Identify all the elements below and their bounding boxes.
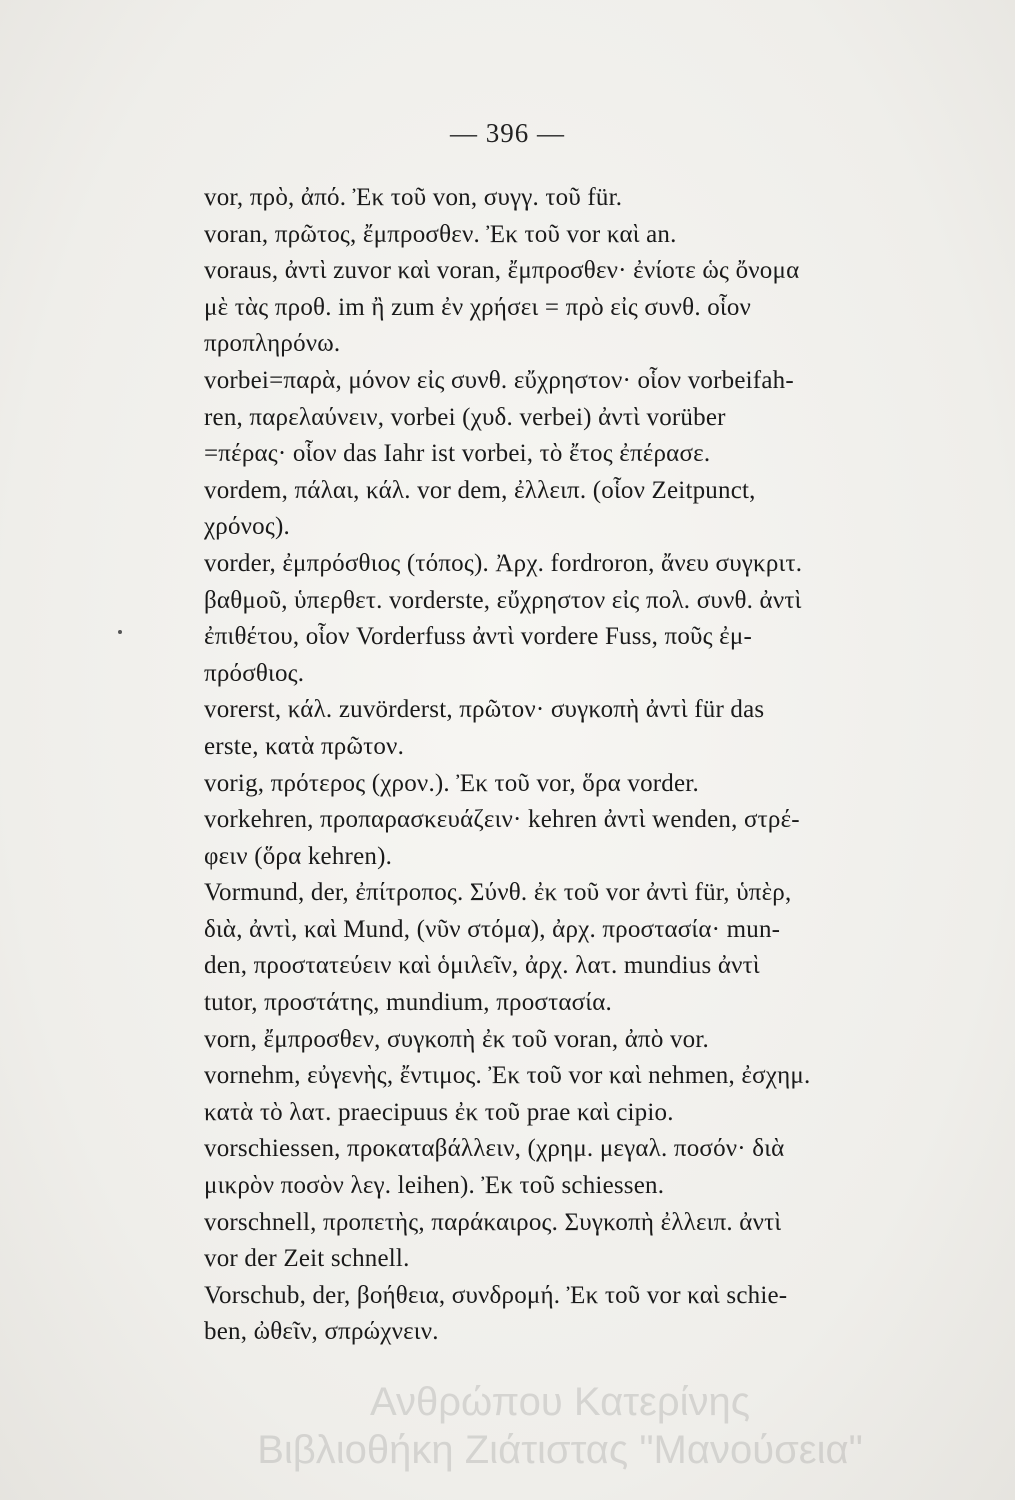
entry-line: προπληρόνω. [204,330,341,358]
entry-line: tutor, προστάτης, mundium, προστασία. [204,989,612,1017]
entry-line: ren, παρελαύνειν, vorbei (χυδ. verbei) ἀντὶ vorüber [204,403,726,431]
entry-line: βαθμοῦ, ὑπερθετ. vorderste, εὔχρηστον εἰς πολ. συνθ. ἀντὶ [204,586,802,614]
entry-line: vor der Zeit schnell. [204,1245,410,1273]
entry-line: vorerst, κάλ. zuvörderst, πρῶτον· συγκοπὴ ἀντὶ für das [204,696,765,724]
entry-line: μὲ τὰς προθ. im ἢ zum ἐν χρήσει = πρὸ εἰς συνθ. οἷον [204,293,752,321]
entry-line: =πέρας· οἷον das Iahr ist vorbei, τὸ ἔτος ἐπέρασε. [204,440,711,468]
dictionary-entries [204,180,934,1351]
entry-line: voran, πρῶτος, ἔμπροσθεν. Ἐκ τοῦ vor καὶ an. [204,220,677,248]
watermark-line-2: Βιβλιοθήκη Ζιάτιστας "Μανούσεια" [257,1428,863,1472]
entry-line: vorn, ἔμπροσθεν, συγκοπὴ ἐκ τοῦ voran, ἀπὸ vor. [204,1025,709,1053]
library-watermark [120,1378,1000,1474]
entry-line: vorder, ἐμπρόσθιος (τόπος). Ἀρχ. fordroron, ἄνευ συγκριτ. [204,549,803,577]
entry-line: vor, πρὸ, ἀπό. Ἐκ τοῦ von, συγγ. τοῦ für. [204,184,623,211]
margin-mark [118,630,122,634]
entry-line: vorkehren, προπαρασκευάζειν· kehren ἀντὶ wenden, στρέ- [204,806,800,834]
entry-line: vorbei=παρὰ, μόνον εἰς συνθ. εὔχρηστον· οἷον vorbeifah- [204,366,794,394]
entry-line: vorschiessen, προκαταβάλλειν, (χρημ. μεγαλ. ποσόν· διὰ [204,1135,785,1163]
entry-line: erste, κατὰ πρῶτον. [204,732,405,760]
entry-line: πρόσθιος. [204,659,305,687]
entry-line: vorschnell, προπετὴς, παράκαιρος. Συγκοπὴ ἐλλειπ. ἀντὶ [204,1208,782,1236]
watermark-line-1: Ανθρώπου Κατερίνης [370,1380,750,1424]
page-number: — 396 — [450,118,565,148]
entry-line: vornehm, εὐγενὴς, ἔντιμος. Ἐκ τοῦ vor καὶ nehmen, ἐσχημ. [204,1062,811,1090]
entry-line: διὰ, ἀντὶ, καὶ Mund, (νῦν στόμα), ἀρχ. προστασία· mun- [204,915,781,943]
entry-line: ben, ὠθεῖν, σπρώχνειν. [204,1318,439,1346]
entry-line: vordem, πάλαι, κάλ. vor dem, ἐλλειπ. (οἷον Zeitpunct, [204,476,756,504]
entry-line: μικρὸν ποσὸν λεγ. leihen). Ἐκ τοῦ schiessen. [204,1172,665,1200]
entry-line: χρόνος). [204,513,290,541]
entry-line: voraus, ἀντὶ zuvor καὶ voran, ἔμπροσθεν· ἐνίοτε ὡς ὄνομα [204,257,800,285]
entry-line: φειν (ὅρα kehren). [204,842,393,870]
entry-line: den, προστατεύειν καὶ ὁμιλεῖν, ἀρχ. λατ. mundius ἀντὶ [204,952,760,980]
entry-line: ἐπιθέτου, οἷον Vorderfuss ἀντὶ vordere Fuss, ποῦς ἐμ- [204,623,752,651]
entry-line: κατὰ τὸ λατ. praecipuus ἐκ τοῦ prae καὶ cipio. [204,1098,674,1126]
entry-line: Vormund, der, ἐπίτροπος. Σύνθ. ἐκ τοῦ vor ἀντὶ für, ὑπὲρ, [204,879,792,907]
entry-line: Vorschub, der, βοήθεια, συνδρομή. Ἐκ τοῦ vor καὶ schie- [204,1281,788,1309]
entry-line: vorig, πρότερος (χρον.). Ἐκ τοῦ vor, ὅρα vorder. [204,769,699,797]
